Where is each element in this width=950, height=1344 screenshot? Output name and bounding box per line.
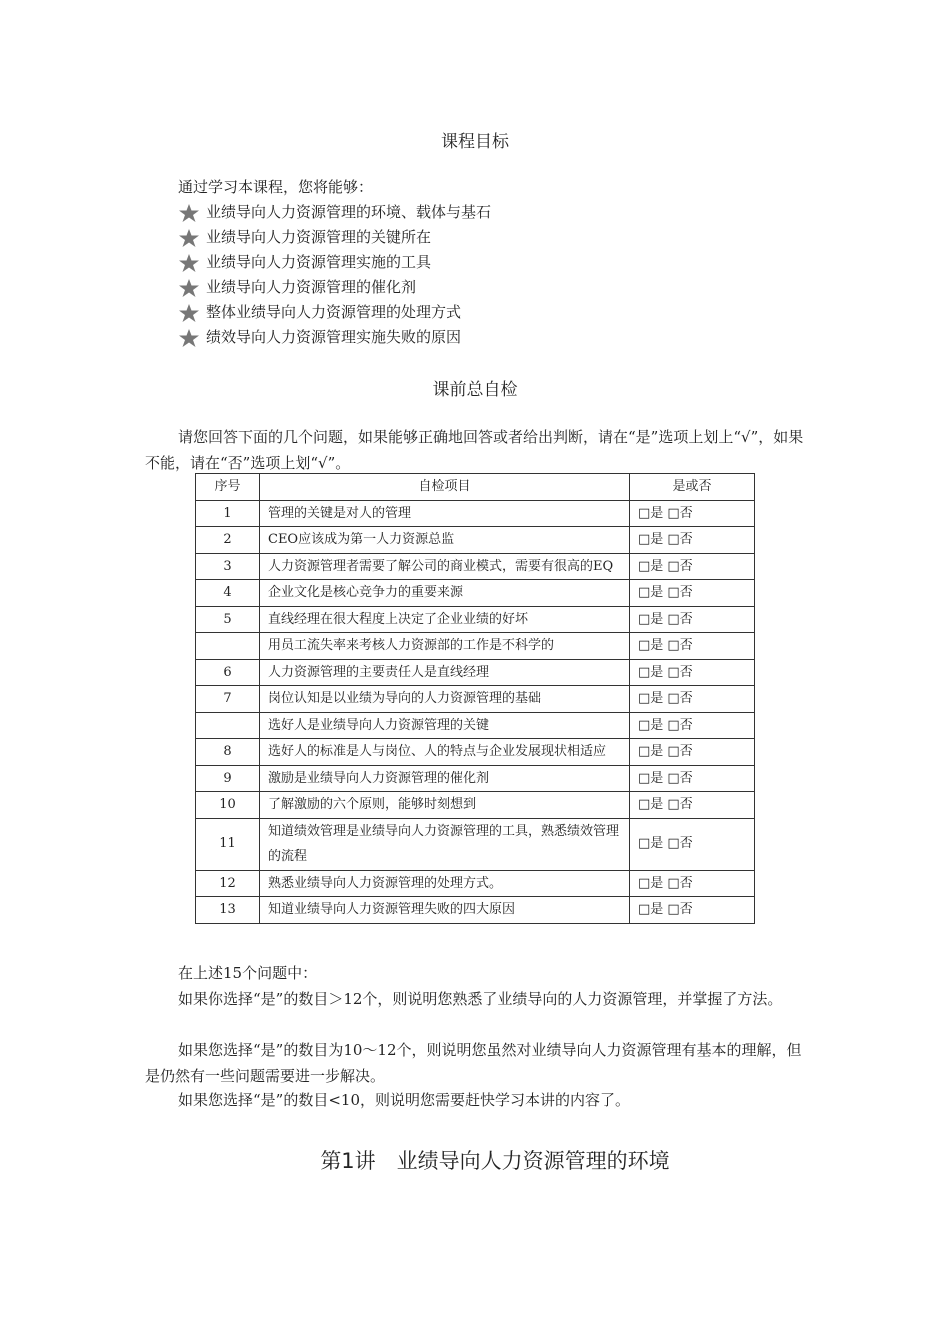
- row-item: 企业文化是核心竞争力的重要来源: [260, 580, 630, 607]
- table-row: [196, 553, 755, 580]
- yes-no-checkboxes[interactable]: □是 □否: [630, 500, 755, 527]
- star-bullet-icon: [178, 253, 200, 273]
- yes-no-checkboxes[interactable]: □是 □否: [630, 633, 755, 660]
- objectives-list: [178, 200, 491, 350]
- table-row: [196, 765, 755, 792]
- table-row: [196, 500, 755, 527]
- result-high: 如果你选择“是”的数目＞12个，则说明您熟悉了业绩导向的人力资源管理，并掌握了方法。: [178, 990, 783, 1008]
- star-bullet-icon: [178, 328, 200, 348]
- row-number: 1: [196, 500, 260, 527]
- table-row: [196, 686, 755, 713]
- chapter-title: 第1讲 业绩导向人力资源管理的环境: [320, 1149, 670, 1173]
- row-item: 知道业绩导向人力资源管理失败的四大原因: [260, 897, 630, 924]
- row-number: 11: [196, 818, 260, 870]
- yes-no-checkboxes[interactable]: □是 □否: [630, 606, 755, 633]
- row-number: 12: [196, 870, 260, 897]
- row-item: 人力资源管理者需要了解公司的商业模式，需要有很高的EQ: [260, 553, 630, 580]
- table-row: [196, 606, 755, 633]
- yes-no-checkboxes[interactable]: □是 □否: [630, 659, 755, 686]
- row-number: 6: [196, 659, 260, 686]
- row-item: 了解激励的六个原则，能够时刻想到: [260, 792, 630, 819]
- result-mid: 如果您选择“是”的数目为10～12个，则说明您虽然对业绩导向人力资源管理有基本的理解，但是仍然有一些问题需要进一步解决。: [145, 1041, 802, 1085]
- objective-item: 业绩导向人力资源管理的关键所在: [178, 225, 491, 250]
- row-item: CEO应该成为第一人力资源总监: [260, 527, 630, 554]
- yes-no-checkboxes[interactable]: □是 □否: [630, 818, 755, 870]
- table-header-row: [196, 474, 755, 501]
- row-number: 10: [196, 792, 260, 819]
- row-item: 人力资源管理的主要责任人是直线经理: [260, 659, 630, 686]
- table-row: [196, 712, 755, 739]
- row-number: 13: [196, 897, 260, 924]
- objectives-intro: 通过学习本课程，您将能够：: [178, 178, 374, 196]
- selfcheck-instructions: 请您回答下面的几个问题，如果能够正确地回答或者给出判断，请在“是”选项上划上“√”，如果不能，请在“否”选项上划“√”。: [145, 428, 804, 472]
- selfcheck-heading: 课前总自检: [432, 380, 518, 400]
- row-item: 直线经理在很大程度上决定了企业业绩的好坏: [260, 606, 630, 633]
- objective-item: 业绩导向人力资源管理的环境、载体与基石: [178, 200, 491, 225]
- table-row: [196, 739, 755, 766]
- objective-item: 绩效导向人力资源管理实施失败的原因: [178, 325, 491, 350]
- table-row: [196, 580, 755, 607]
- yes-no-checkboxes[interactable]: □是 □否: [630, 527, 755, 554]
- row-item: 激励是业绩导向人力资源管理的催化剂: [260, 765, 630, 792]
- column-header-answer: 是或否: [630, 474, 755, 501]
- table-row: [196, 818, 755, 870]
- yes-no-checkboxes[interactable]: □是 □否: [630, 792, 755, 819]
- objectives-heading: 课程目标: [441, 132, 509, 152]
- row-item: 用员工流失率来考核人力资源部的工作是不科学的: [260, 633, 630, 660]
- table-row: [196, 659, 755, 686]
- yes-no-checkboxes[interactable]: □是 □否: [630, 739, 755, 766]
- table-row: [196, 527, 755, 554]
- selfcheck-table: [195, 473, 755, 924]
- star-bullet-icon: [178, 278, 200, 298]
- yes-no-checkboxes[interactable]: □是 □否: [630, 712, 755, 739]
- row-number: 9: [196, 765, 260, 792]
- star-bullet-icon: [178, 203, 200, 223]
- row-item: 知道绩效管理是业绩导向人力资源管理的工具，熟悉绩效管理的流程: [260, 818, 630, 870]
- yes-no-checkboxes[interactable]: □是 □否: [630, 870, 755, 897]
- result-low: 如果您选择“是”的数目<10，则说明您需要赶快学习本讲的内容了。: [178, 1091, 630, 1109]
- row-number: 3: [196, 553, 260, 580]
- summary-intro: 在上述15个问题中：: [178, 964, 318, 982]
- row-item: 岗位认知是以业绩为导向的人力资源管理的基础: [260, 686, 630, 713]
- column-header-number: 序号: [196, 474, 260, 501]
- table-row: [196, 870, 755, 897]
- yes-no-checkboxes[interactable]: □是 □否: [630, 765, 755, 792]
- table-row: [196, 897, 755, 924]
- star-bullet-icon: [178, 303, 200, 323]
- row-number: [196, 633, 260, 660]
- yes-no-checkboxes[interactable]: □是 □否: [630, 580, 755, 607]
- row-number: 2: [196, 527, 260, 554]
- row-number: 5: [196, 606, 260, 633]
- objective-item: 业绩导向人力资源管理实施的工具: [178, 250, 491, 275]
- objective-item: 整体业绩导向人力资源管理的处理方式: [178, 300, 491, 325]
- yes-no-checkboxes[interactable]: □是 □否: [630, 553, 755, 580]
- yes-no-checkboxes[interactable]: □是 □否: [630, 897, 755, 924]
- column-header-item: 自检项目: [260, 474, 630, 501]
- row-number: 4: [196, 580, 260, 607]
- row-item: 选好人的标准是人与岗位、人的特点与企业发展现状相适应: [260, 739, 630, 766]
- yes-no-checkboxes[interactable]: □是 □否: [630, 686, 755, 713]
- row-number: 7: [196, 686, 260, 713]
- row-item: 管理的关键是对人的管理: [260, 500, 630, 527]
- row-number: [196, 712, 260, 739]
- table-row: [196, 633, 755, 660]
- row-item: 选好人是业绩导向人力资源管理的关键: [260, 712, 630, 739]
- table-row: [196, 792, 755, 819]
- row-item: 熟悉业绩导向人力资源管理的处理方式。: [260, 870, 630, 897]
- row-number: 8: [196, 739, 260, 766]
- star-bullet-icon: [178, 228, 200, 248]
- objective-item: 业绩导向人力资源管理的催化剂: [178, 275, 491, 300]
